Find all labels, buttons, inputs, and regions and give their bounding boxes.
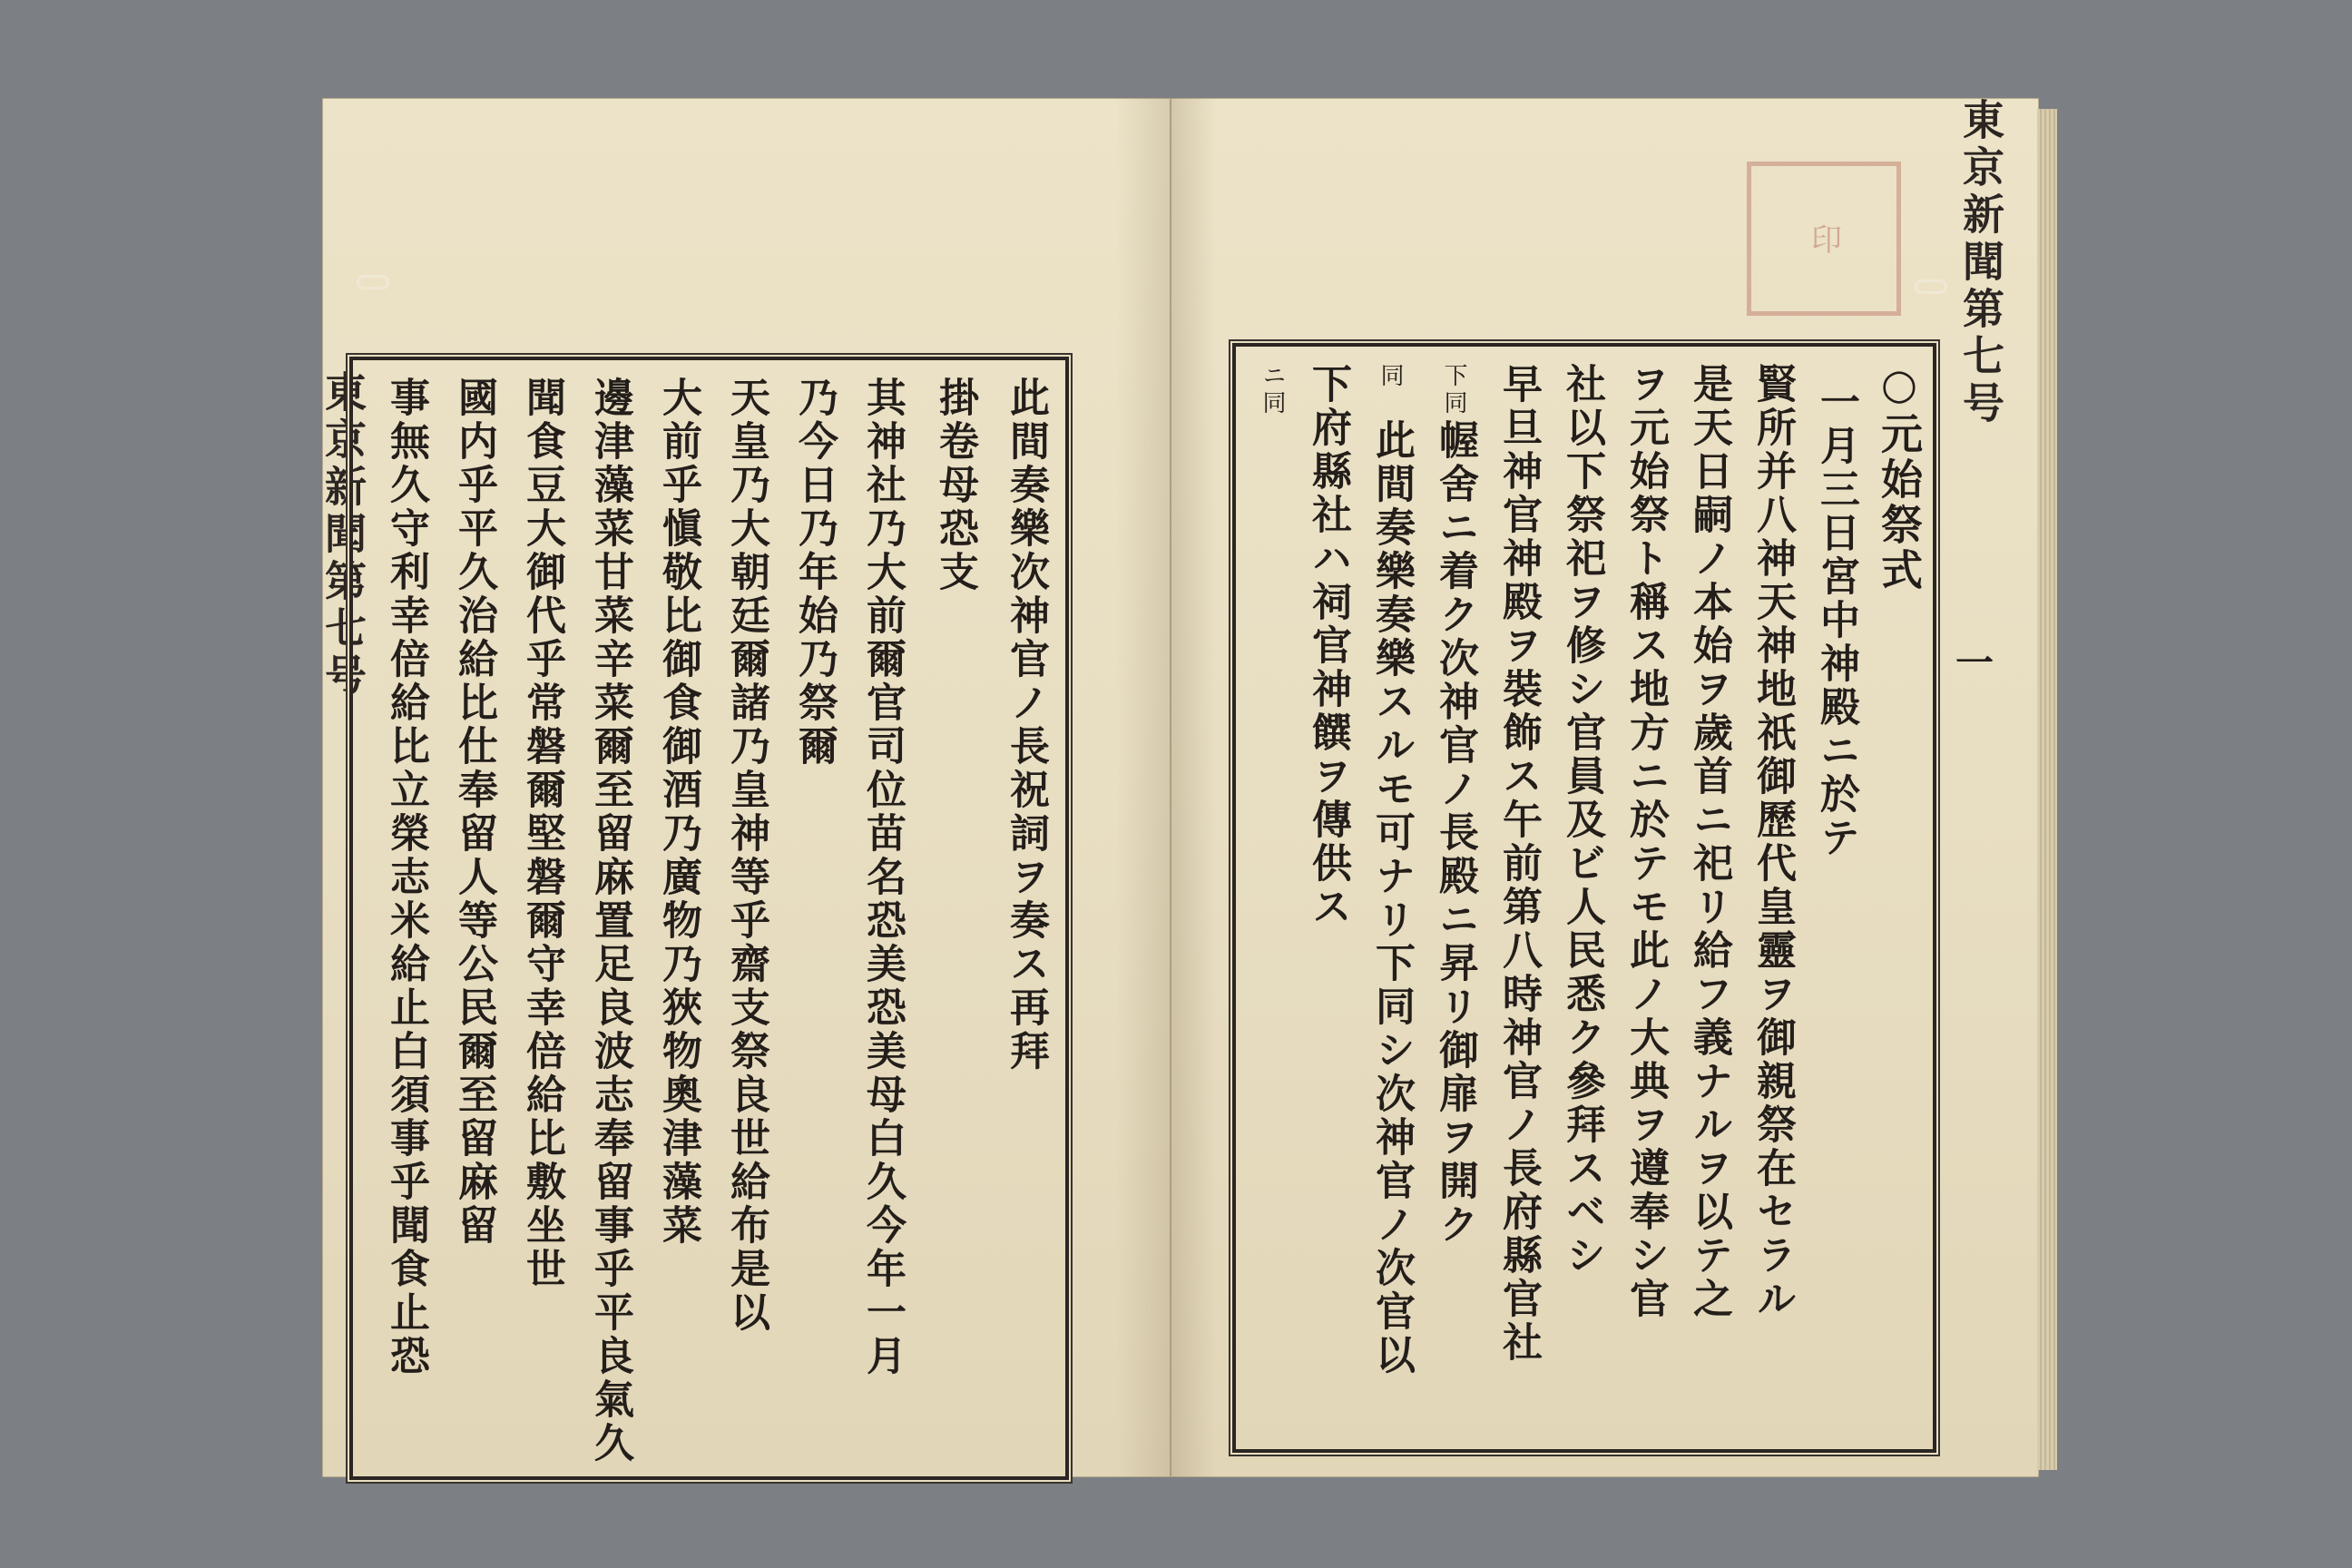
left-column-9: 國内乎平久治給比仕奉留人等公民爾至留麻留 bbox=[451, 377, 497, 1248]
right-column-7: 幄舍ニ着ク次神官ノ長殿ニ昇リ御扉ヲ開ク bbox=[1432, 419, 1478, 1247]
left-column-4: 乃今日乃年始乃祭爾 bbox=[791, 377, 838, 769]
page-stack-edge bbox=[2037, 109, 2057, 1470]
left-page bbox=[318, 98, 1171, 1477]
right-text-frame bbox=[1232, 343, 1936, 1453]
page-number: 一 bbox=[1955, 641, 1994, 685]
right-column-2: 賢所并八神天神地祇御歷代皇靈ヲ御親祭在セラル bbox=[1749, 363, 1796, 1321]
left-column-1: 此間奏樂次神官ノ長祝詞ヲ奏ス再拜 bbox=[1003, 377, 1049, 1073]
left-column-7: 邊津藻菜甘菜辛菜爾至留麻置足良波志奉留事乎平良氣久 bbox=[587, 377, 633, 1465]
left-column-3: 其神社乃大前爾官司位苗名恐美恐美母白久今年一月 bbox=[859, 377, 906, 1378]
binding-stitch bbox=[357, 275, 389, 289]
library-seal: 印 bbox=[1747, 162, 1901, 316]
left-column-5: 天皇乃大朝廷爾諸乃皇神等乎齋支祭良世給布是以 bbox=[723, 377, 769, 1335]
right-page bbox=[1171, 98, 2039, 1477]
right-column-5: 社以下祭祀ヲ修シ官員及ビ人民悉ク參拜スベシ bbox=[1559, 363, 1605, 1278]
right-column-3: 是天日嗣ノ本始ヲ歲首ニ祀リ給フ義ナルヲ以テ之 bbox=[1686, 363, 1732, 1321]
left-column-2: 掛卷母恐支 bbox=[932, 377, 978, 594]
left-column-10: 事無久守利幸倍給比立榮志米給止白須事乎聞食止恐 bbox=[383, 377, 429, 1378]
right-column-6: 早旦神官神殿ヲ裝飾ス午前第八時神官ノ長府縣官社 bbox=[1495, 363, 1542, 1365]
article-heading: ○元始祭式 bbox=[1875, 359, 1924, 593]
binding-stitch bbox=[1915, 279, 1947, 294]
right-column-1: 一月三日宮中神殿ニ於テ bbox=[1813, 381, 1859, 860]
right-note-2: 同 bbox=[1377, 363, 1404, 390]
left-column-6: 大前乎愼敬比御食御酒乃廣物乃狹物奧津藻菜 bbox=[655, 377, 701, 1248]
right-column-8: 此間奏樂奏樂スルモ可ナリ下同シ次神官ノ次官以 bbox=[1368, 419, 1415, 1377]
left-text-frame bbox=[349, 357, 1069, 1480]
left-spine-title: 東京新聞第七号 bbox=[318, 370, 368, 701]
right-note-1: 下同 bbox=[1440, 363, 1467, 417]
open-book bbox=[318, 98, 2039, 1477]
right-note-3: ニ同 bbox=[1259, 363, 1286, 417]
right-column-4: ヲ元始祭ト稱ス地方ニ於テモ此ノ大典ヲ遵奉シ官 bbox=[1622, 363, 1669, 1321]
right-spine-title: 東京新聞第七号 bbox=[1956, 98, 2005, 428]
left-column-8: 聞食豆大御代乎常磐爾堅磐爾守幸倍給比敷坐世 bbox=[519, 377, 565, 1291]
right-column-9: 下府縣社ハ祠官神饌ヲ傳供ス bbox=[1305, 363, 1351, 929]
